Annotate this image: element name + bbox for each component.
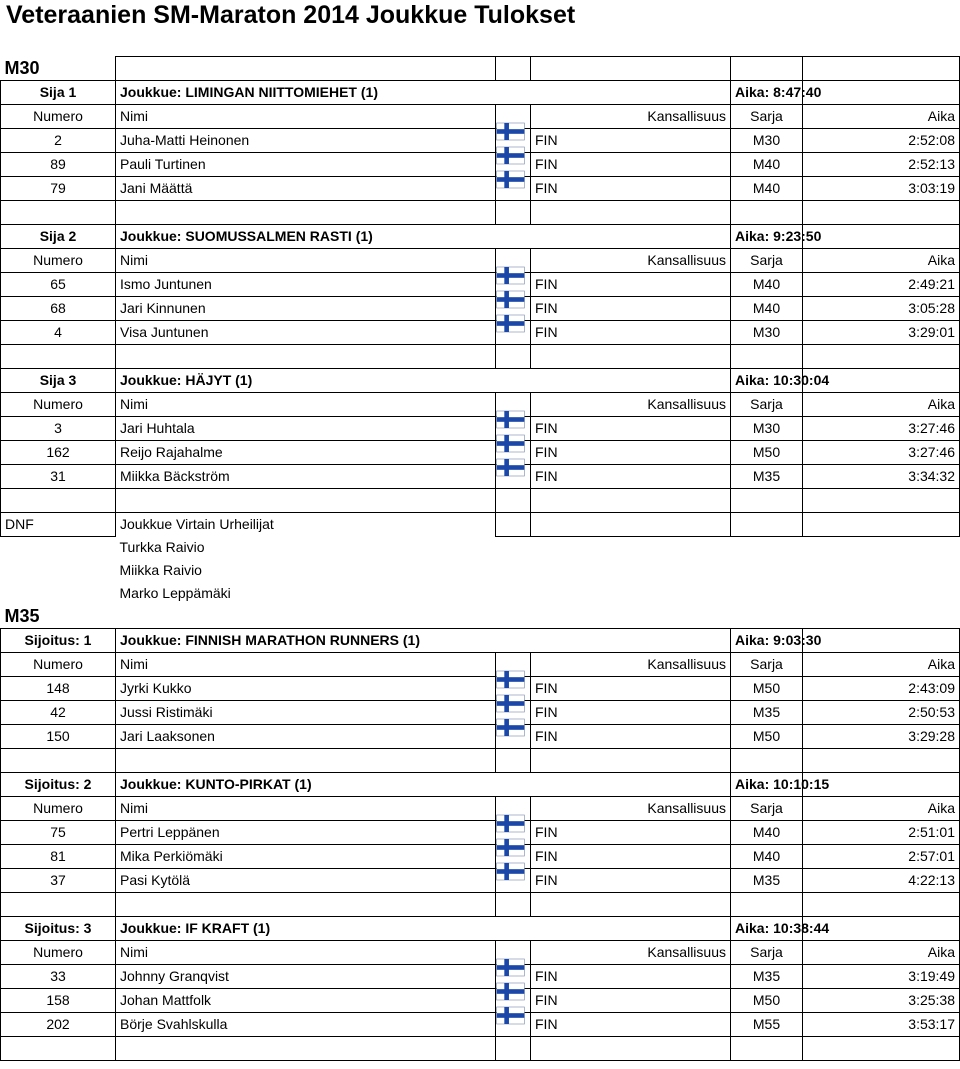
member-nationality: FIN <box>531 464 731 488</box>
empty-cell <box>531 512 731 536</box>
member-nationality: FIN <box>531 320 731 344</box>
header-number: Numero <box>1 392 116 416</box>
member-nationality: FIN <box>531 701 731 725</box>
empty-cell <box>731 488 803 512</box>
member-nationality: FIN <box>531 296 731 320</box>
empty-cell <box>116 57 496 81</box>
team-row <box>1 773 960 797</box>
member-series: M35 <box>731 464 803 488</box>
empty-cell <box>116 893 496 917</box>
finland-flag-icon <box>496 815 525 832</box>
team-place: Sijoitus: 1 <box>1 629 116 653</box>
member-number: 31 <box>1 464 116 488</box>
dnf-member-row <box>1 559 960 582</box>
member-row <box>1 965 960 989</box>
header-time: Aika <box>803 653 960 677</box>
empty-cell <box>1 536 116 559</box>
team-place: Sijoitus: 3 <box>1 917 116 941</box>
empty-cell <box>496 582 531 605</box>
member-number: 202 <box>1 1013 116 1037</box>
member-series: M35 <box>731 965 803 989</box>
member-row <box>1 152 960 176</box>
member-time: 3:29:01 <box>803 320 960 344</box>
empty-cell <box>116 1037 496 1061</box>
empty-cell <box>1 582 116 605</box>
empty-cell <box>731 344 803 368</box>
header-time: Aika <box>803 392 960 416</box>
member-name: Pauli Turtinen <box>116 152 496 176</box>
empty-cell <box>531 200 731 224</box>
finland-flag-icon <box>496 959 525 976</box>
member-header-row <box>1 392 960 416</box>
member-series: M40 <box>731 845 803 869</box>
empty-cell <box>803 749 960 773</box>
team-total-time: Aika: 10:38:44 <box>731 917 803 941</box>
header-series: Sarja <box>731 653 803 677</box>
member-name: Jari Laaksonen <box>116 725 496 749</box>
spacer-row <box>1 488 960 512</box>
member-name: Miikka Bäckström <box>116 464 496 488</box>
dnf-member-row <box>1 536 960 559</box>
member-number: 89 <box>1 152 116 176</box>
member-time: 4:22:13 <box>803 869 960 893</box>
member-name: Johan Mattfolk <box>116 989 496 1013</box>
header-number: Numero <box>1 941 116 965</box>
member-nationality: FIN <box>531 128 731 152</box>
member-series: M55 <box>731 1013 803 1037</box>
member-time: 2:50:53 <box>803 701 960 725</box>
header-name: Nimi <box>116 248 496 272</box>
results-sheet <box>0 56 959 1061</box>
empty-cell <box>731 559 803 582</box>
member-row <box>1 272 960 296</box>
flag-cell <box>496 176 531 200</box>
member-time: 2:43:09 <box>803 677 960 701</box>
empty-cell <box>803 344 960 368</box>
empty-cell <box>803 605 960 629</box>
member-row <box>1 128 960 152</box>
member-series: M30 <box>731 416 803 440</box>
member-number: 162 <box>1 440 116 464</box>
empty-cell <box>803 488 960 512</box>
finland-flag-icon <box>496 147 525 164</box>
category-row <box>1 57 960 81</box>
header-nationality: Kansallisuus <box>531 797 731 821</box>
finland-flag-icon <box>496 719 525 736</box>
dnf-row <box>1 512 960 536</box>
empty-cell <box>496 559 531 582</box>
empty-cell <box>731 512 803 536</box>
empty-cell <box>496 893 531 917</box>
header-time: Aika <box>803 797 960 821</box>
header-number: Numero <box>1 248 116 272</box>
member-row <box>1 296 960 320</box>
header-name: Nimi <box>116 797 496 821</box>
spacer-row <box>1 1037 960 1061</box>
spacer-row <box>1 749 960 773</box>
member-time: 2:49:21 <box>803 272 960 296</box>
finland-flag-icon <box>496 315 525 332</box>
member-number: 65 <box>1 272 116 296</box>
member-row <box>1 440 960 464</box>
empty-cell <box>803 200 960 224</box>
member-time: 2:51:01 <box>803 821 960 845</box>
empty-cell <box>116 488 496 512</box>
empty-cell <box>1 344 116 368</box>
empty-cell <box>731 1037 803 1061</box>
member-series: M40 <box>731 152 803 176</box>
member-series: M40 <box>731 176 803 200</box>
member-number: 150 <box>1 725 116 749</box>
flag-cell <box>496 725 531 749</box>
member-time: 3:34:32 <box>803 464 960 488</box>
dnf-label: DNF <box>1 512 116 536</box>
header-series: Sarja <box>731 392 803 416</box>
member-series: M40 <box>731 821 803 845</box>
empty-cell <box>803 893 960 917</box>
member-number: 148 <box>1 677 116 701</box>
header-series: Sarja <box>731 248 803 272</box>
finland-flag-icon <box>496 171 525 188</box>
finland-flag-icon <box>496 839 525 856</box>
member-nationality: FIN <box>531 725 731 749</box>
empty-cell <box>731 200 803 224</box>
header-number: Numero <box>1 653 116 677</box>
member-row <box>1 416 960 440</box>
member-row <box>1 845 960 869</box>
member-name: Visa Juntunen <box>116 320 496 344</box>
member-time: 2:57:01 <box>803 845 960 869</box>
empty-cell <box>803 629 960 653</box>
member-name: Reijo Rajahalme <box>116 440 496 464</box>
empty-cell <box>803 57 960 81</box>
finland-flag-icon <box>496 695 525 712</box>
empty-cell <box>731 893 803 917</box>
member-name: Ismo Juntunen <box>116 272 496 296</box>
empty-cell <box>731 605 803 629</box>
team-total-time: Aika: 8:47:40 <box>731 80 803 104</box>
header-nationality: Kansallisuus <box>531 392 731 416</box>
dnf-member-name: Marko Leppämäki <box>119 585 231 601</box>
member-time: 3:03:19 <box>803 176 960 200</box>
header-name: Nimi <box>116 941 496 965</box>
finland-flag-icon <box>496 435 525 452</box>
header-nationality: Kansallisuus <box>531 104 731 128</box>
member-header-row <box>1 248 960 272</box>
member-name: Jari Kinnunen <box>116 296 496 320</box>
member-nationality: FIN <box>531 989 731 1013</box>
member-number: 42 <box>1 701 116 725</box>
category-row <box>1 605 960 629</box>
member-time: 2:52:08 <box>803 128 960 152</box>
empty-cell <box>803 582 960 605</box>
team-row <box>1 224 960 248</box>
header-series: Sarja <box>731 104 803 128</box>
member-row <box>1 701 960 725</box>
header-name: Nimi <box>116 392 496 416</box>
empty-cell <box>731 536 803 559</box>
member-series: M50 <box>731 725 803 749</box>
empty-cell <box>803 559 960 582</box>
category-heading: M30 <box>4 57 40 78</box>
team-place: Sijoitus: 2 <box>1 773 116 797</box>
member-number: 68 <box>1 296 116 320</box>
empty-cell <box>531 344 731 368</box>
empty-cell <box>531 1037 731 1061</box>
empty-cell <box>531 57 731 81</box>
member-nationality: FIN <box>531 152 731 176</box>
page-title: Veteraanien SM-Maraton 2014 Joukkue Tulokset <box>6 1 576 29</box>
member-number: 4 <box>1 320 116 344</box>
member-nationality: FIN <box>531 845 731 869</box>
member-series: M50 <box>731 677 803 701</box>
member-number: 3 <box>1 416 116 440</box>
empty-cell <box>496 605 531 629</box>
member-header-row <box>1 104 960 128</box>
finland-flag-icon <box>496 983 525 1000</box>
member-nationality: FIN <box>531 272 731 296</box>
member-name: Pertri Leppänen <box>116 821 496 845</box>
member-nationality: FIN <box>531 176 731 200</box>
member-row <box>1 725 960 749</box>
empty-cell <box>496 749 531 773</box>
empty-cell <box>496 57 531 81</box>
member-series: M30 <box>731 128 803 152</box>
team-name: Joukkue: KUNTO-PIRKAT (1) <box>116 773 731 797</box>
header-nationality: Kansallisuus <box>531 653 731 677</box>
member-series: M40 <box>731 272 803 296</box>
empty-cell <box>803 536 960 559</box>
member-nationality: FIN <box>531 965 731 989</box>
member-series: M35 <box>731 701 803 725</box>
team-name: Joukkue: FINNISH MARATHON RUNNERS (1) <box>116 629 731 653</box>
empty-cell <box>531 488 731 512</box>
team-row <box>1 368 960 392</box>
team-row <box>1 80 960 104</box>
member-time: 3:25:38 <box>803 989 960 1013</box>
member-row <box>1 464 960 488</box>
member-name: Pasi Kytölä <box>116 869 496 893</box>
member-row <box>1 821 960 845</box>
team-row <box>1 917 960 941</box>
empty-cell <box>116 200 496 224</box>
finland-flag-icon <box>496 863 525 880</box>
member-series: M35 <box>731 869 803 893</box>
empty-cell <box>1 1037 116 1061</box>
member-number: 2 <box>1 128 116 152</box>
spacer-row <box>1 344 960 368</box>
team-place: Sija 2 <box>1 224 116 248</box>
flag-cell <box>496 869 531 893</box>
finland-flag-icon <box>496 267 525 284</box>
empty-cell <box>116 605 496 629</box>
header-series: Sarja <box>731 941 803 965</box>
team-total-time: Aika: 10:30:04 <box>731 368 803 392</box>
team-total-time: Aika: 9:23:50 <box>731 224 803 248</box>
member-row <box>1 989 960 1013</box>
category-heading: M35 <box>4 606 40 626</box>
header-name: Nimi <box>116 653 496 677</box>
dnf-member-name: Miikka Raivio <box>119 562 202 578</box>
member-name: Jussi Ristimäki <box>116 701 496 725</box>
header-time: Aika <box>803 941 960 965</box>
member-number: 79 <box>1 176 116 200</box>
member-nationality: FIN <box>531 869 731 893</box>
member-series: M30 <box>731 320 803 344</box>
member-nationality: FIN <box>531 416 731 440</box>
header-time: Aika <box>803 248 960 272</box>
empty-cell <box>803 80 960 104</box>
member-nationality: FIN <box>531 1013 731 1037</box>
member-nationality: FIN <box>531 677 731 701</box>
member-series: M50 <box>731 440 803 464</box>
empty-cell <box>496 200 531 224</box>
empty-cell <box>1 200 116 224</box>
member-header-row <box>1 653 960 677</box>
empty-cell <box>731 582 803 605</box>
flag-cell <box>496 320 531 344</box>
member-time: 3:19:49 <box>803 965 960 989</box>
finland-flag-icon <box>496 671 525 688</box>
empty-cell <box>1 559 116 582</box>
empty-cell <box>116 344 496 368</box>
team-total-time: Aika: 10:10:15 <box>731 773 803 797</box>
header-nationality: Kansallisuus <box>531 941 731 965</box>
member-name: Jari Huhtala <box>116 416 496 440</box>
empty-cell <box>496 488 531 512</box>
member-row <box>1 320 960 344</box>
member-row <box>1 1013 960 1037</box>
team-row <box>1 629 960 653</box>
flag-cell <box>496 1013 531 1037</box>
empty-cell <box>496 536 531 559</box>
member-name: Johnny Granqvist <box>116 965 496 989</box>
member-number: 37 <box>1 869 116 893</box>
empty-cell <box>731 57 803 81</box>
member-header-row <box>1 797 960 821</box>
finland-flag-icon <box>496 1007 525 1024</box>
dnf-member-name: Turkka Raivio <box>119 539 205 555</box>
empty-cell <box>803 224 960 248</box>
member-header-row <box>1 941 960 965</box>
member-row <box>1 176 960 200</box>
empty-cell <box>1 749 116 773</box>
empty-cell <box>803 1037 960 1061</box>
member-name: Mika Perkiömäki <box>116 845 496 869</box>
member-time: 3:27:46 <box>803 440 960 464</box>
header-series: Sarja <box>731 797 803 821</box>
member-series: M50 <box>731 989 803 1013</box>
empty-cell <box>731 749 803 773</box>
results-table <box>0 56 960 1061</box>
member-row <box>1 677 960 701</box>
member-time: 3:27:46 <box>803 416 960 440</box>
member-name: Jani Määttä <box>116 176 496 200</box>
team-total-time: Aika: 9:03:30 <box>731 629 803 653</box>
member-time: 2:52:13 <box>803 152 960 176</box>
member-nationality: FIN <box>531 821 731 845</box>
empty-cell <box>531 536 731 559</box>
team-name: Joukkue: LIMINGAN NIITTOMIEHET (1) <box>116 80 731 104</box>
member-number: 158 <box>1 989 116 1013</box>
finland-flag-icon <box>496 291 525 308</box>
team-name: Joukkue: HÄJYT (1) <box>116 368 731 392</box>
empty-cell <box>803 512 960 536</box>
empty-cell <box>496 512 531 536</box>
team-name: Joukkue: SUOMUSSALMEN RASTI (1) <box>116 224 731 248</box>
dnf-member-row <box>1 582 960 605</box>
member-number: 75 <box>1 821 116 845</box>
finland-flag-icon <box>496 459 525 476</box>
empty-cell <box>496 344 531 368</box>
empty-cell <box>531 605 731 629</box>
empty-cell <box>531 893 731 917</box>
empty-cell <box>1 893 116 917</box>
spacer-row <box>1 893 960 917</box>
header-number: Numero <box>1 797 116 821</box>
empty-cell <box>531 559 731 582</box>
member-number: 81 <box>1 845 116 869</box>
dnf-team-name: Joukkue Virtain Urheilijat <box>120 515 274 532</box>
header-name: Nimi <box>116 104 496 128</box>
member-name: Jyrki Kukko <box>116 677 496 701</box>
member-time: 3:29:28 <box>803 725 960 749</box>
header-time: Aika <box>803 104 960 128</box>
member-number: 33 <box>1 965 116 989</box>
header-number: Numero <box>1 104 116 128</box>
member-row <box>1 869 960 893</box>
spacer-row <box>1 200 960 224</box>
empty-cell <box>1 488 116 512</box>
empty-cell <box>116 749 496 773</box>
flag-cell <box>496 464 531 488</box>
empty-cell <box>531 749 731 773</box>
member-time: 3:53:17 <box>803 1013 960 1037</box>
member-time: 3:05:28 <box>803 296 960 320</box>
empty-cell <box>496 1037 531 1061</box>
empty-cell <box>531 582 731 605</box>
member-name: Juha-Matti Heinonen <box>116 128 496 152</box>
finland-flag-icon <box>496 411 525 428</box>
team-name: Joukkue: IF KRAFT (1) <box>116 917 731 941</box>
header-nationality: Kansallisuus <box>531 248 731 272</box>
member-series: M40 <box>731 296 803 320</box>
member-nationality: FIN <box>531 440 731 464</box>
finland-flag-icon <box>496 123 525 140</box>
team-place: Sija 3 <box>1 368 116 392</box>
member-name: Börje Svahlskulla <box>116 1013 496 1037</box>
team-place: Sija 1 <box>1 80 116 104</box>
